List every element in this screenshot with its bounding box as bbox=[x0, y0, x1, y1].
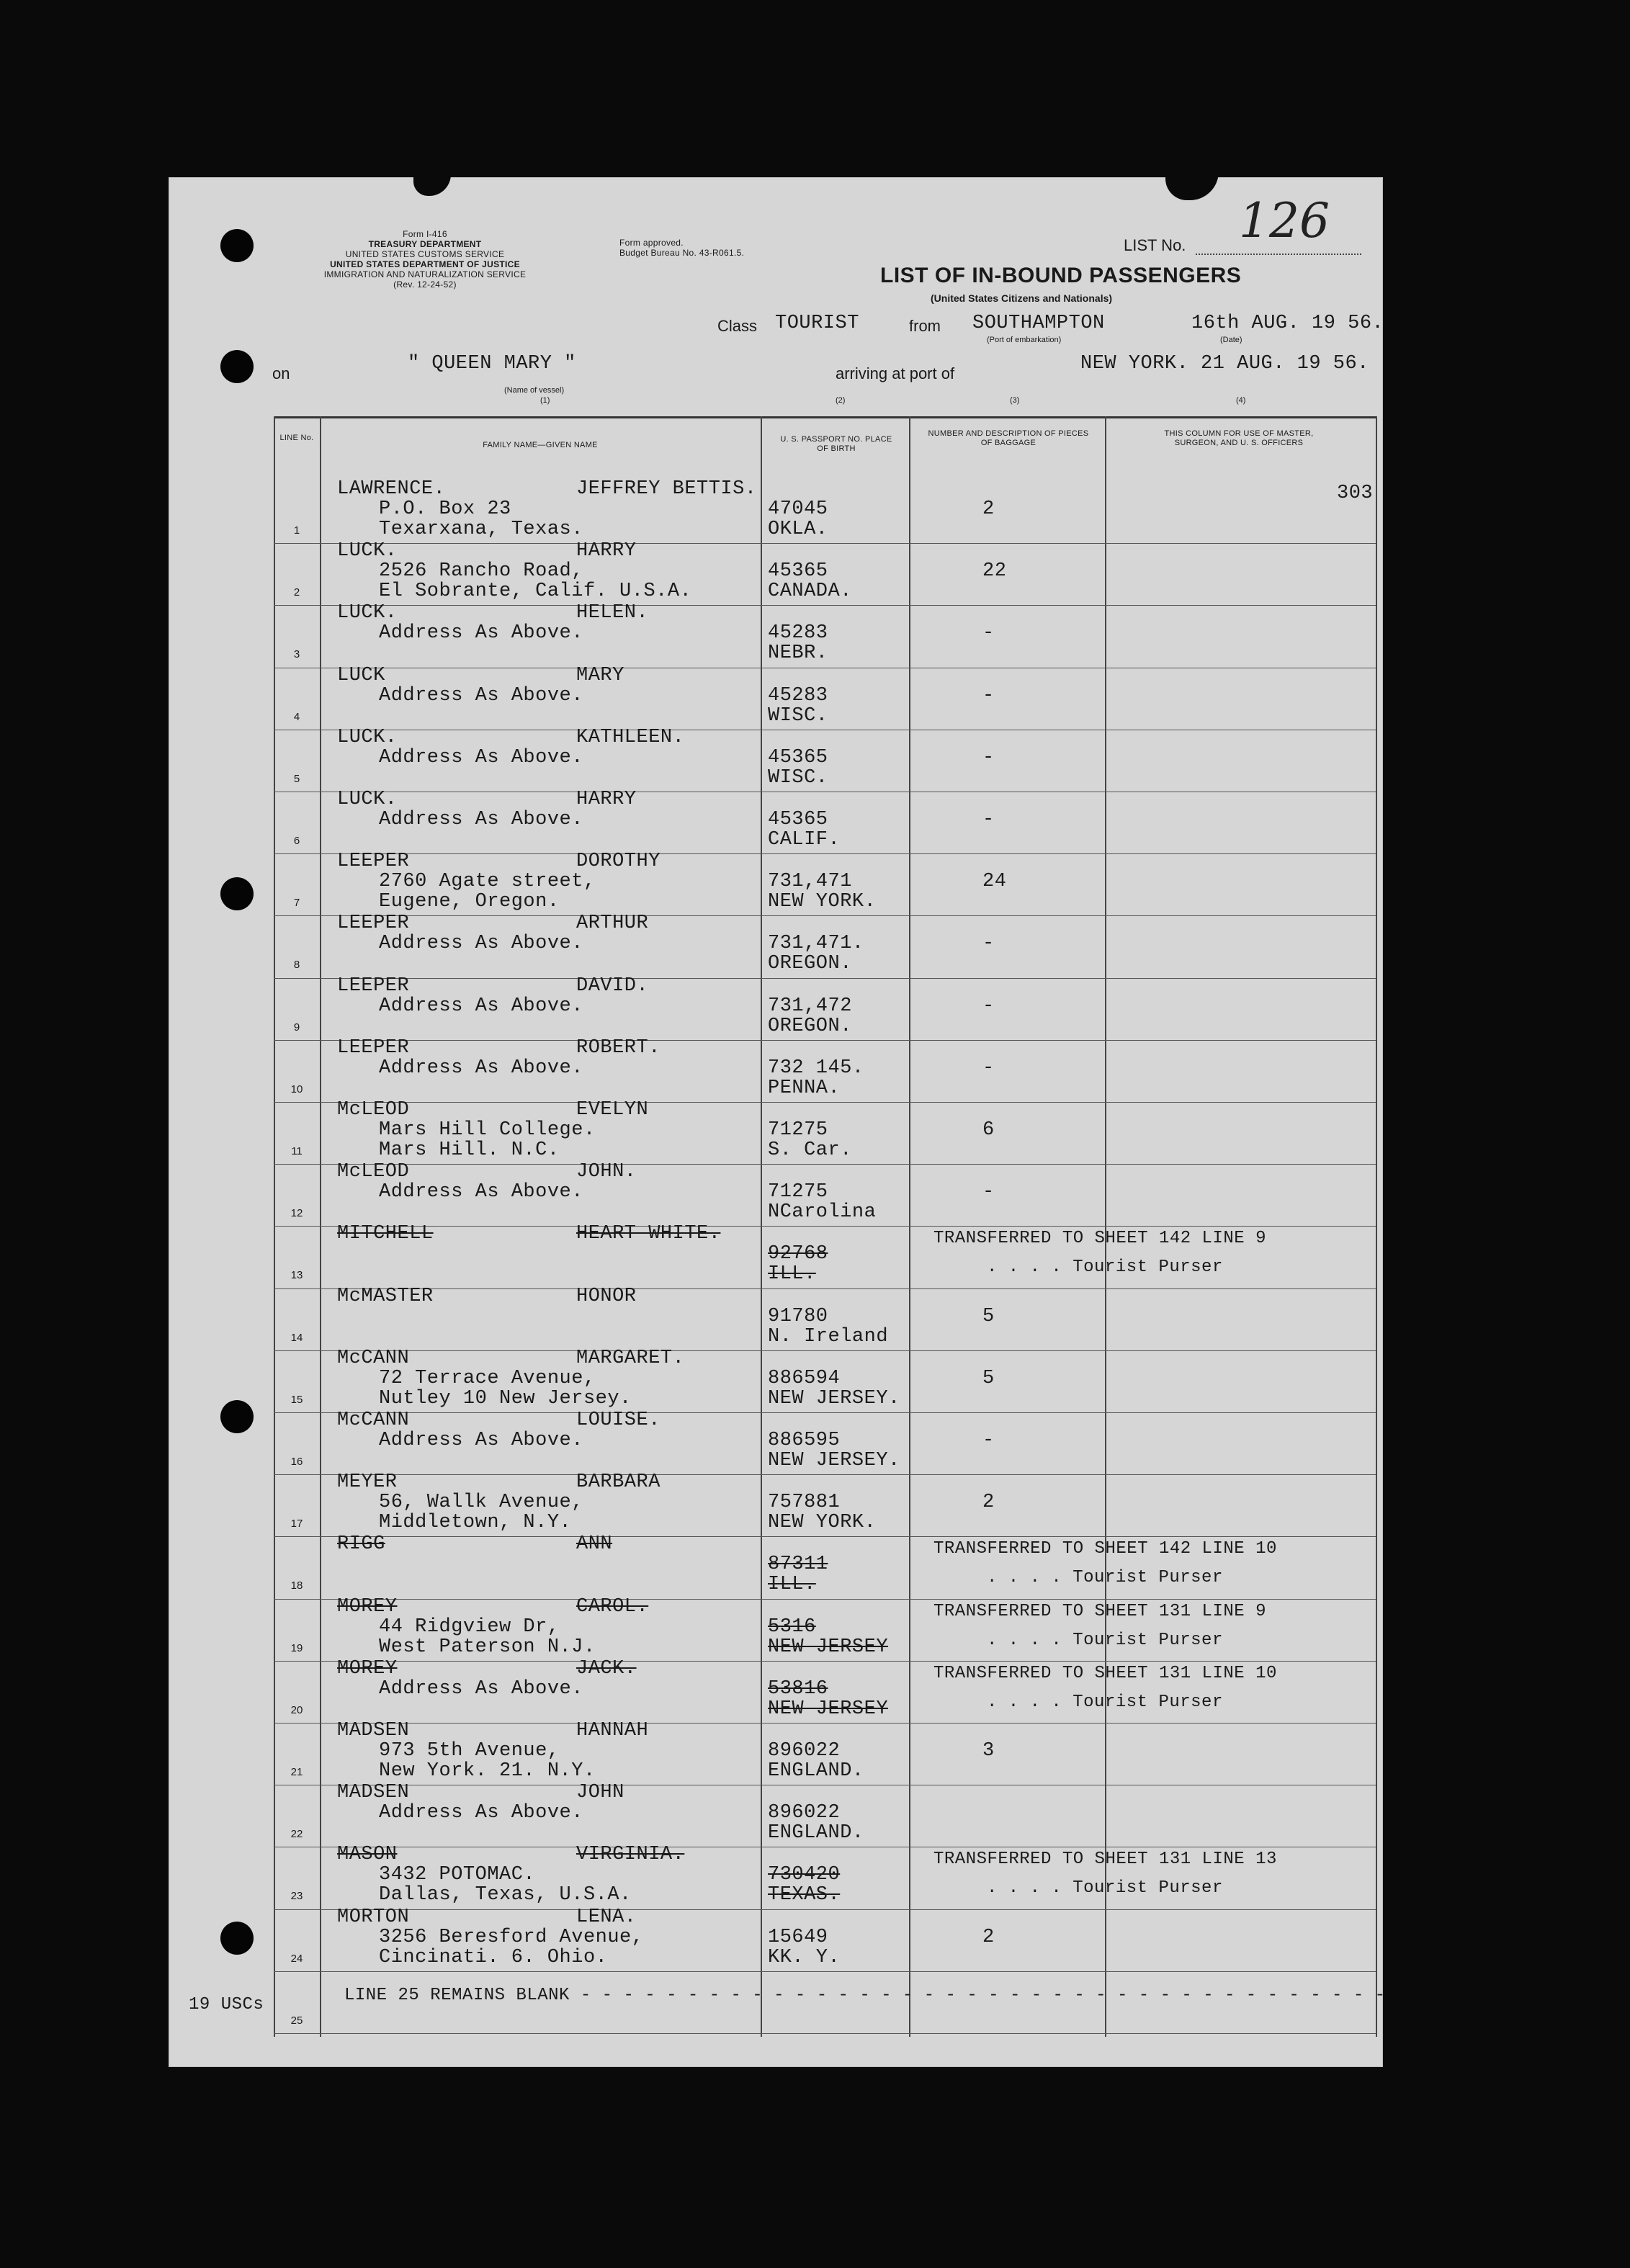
given-name: HONOR bbox=[576, 1285, 637, 1307]
col-num-3: (3) bbox=[1010, 396, 1020, 405]
baggage-count: 3 bbox=[982, 1740, 995, 1762]
family-name: LEEPER bbox=[337, 1036, 410, 1059]
passport-number: 896022 bbox=[768, 1740, 841, 1762]
passport-number: 45283 bbox=[768, 684, 828, 707]
line-number: 7 bbox=[293, 897, 300, 910]
remark: 303 bbox=[1337, 483, 1374, 504]
col-header-line: LINE No. bbox=[279, 434, 314, 442]
passport-number: 87311 bbox=[768, 1554, 828, 1576]
address-line-2: New York. 21. N.Y. bbox=[379, 1760, 596, 1782]
address-line-1: 72 Terrace Avenue, bbox=[379, 1367, 596, 1389]
baggage-count: - bbox=[982, 933, 995, 955]
place-of-birth: NEW JERSEY bbox=[768, 1698, 889, 1720]
baggage-count: 5 bbox=[982, 1305, 995, 1327]
form-number: Form I-416 bbox=[403, 229, 447, 239]
family-name: RIGG bbox=[337, 1533, 385, 1556]
col-header-officers: THIS COLUMN FOR USE OF MASTER, SURGEON, AND U. S. OFFICERS bbox=[1164, 429, 1314, 447]
given-name: HANNAH bbox=[576, 1720, 649, 1742]
punch-hole bbox=[220, 1922, 254, 1955]
given-name: CAROL. bbox=[576, 1595, 649, 1618]
address-line-1: Address As Above. bbox=[379, 995, 583, 1017]
line-number: 6 bbox=[293, 835, 300, 847]
baggage-count: 5 bbox=[982, 1367, 995, 1389]
passport-number: 731,471 bbox=[768, 871, 852, 893]
list-no-value: 126 bbox=[1239, 193, 1330, 248]
purser-note: . . . . Tourist Purser bbox=[987, 1568, 1223, 1588]
place-of-birth: OREGON. bbox=[768, 953, 852, 975]
family-name: LAWRENCE. bbox=[337, 478, 446, 500]
passport-number: 71275 bbox=[768, 1181, 828, 1204]
place-of-birth: NEW JERSEY bbox=[768, 1636, 889, 1658]
place-of-birth: PENNA. bbox=[768, 1077, 841, 1099]
family-name: LUCK. bbox=[337, 726, 398, 748]
place-of-birth: ILL. bbox=[768, 1263, 816, 1286]
arrival-value: NEW YORK. 21 AUG. 19 56. bbox=[1080, 353, 1369, 375]
place-of-birth: OREGON. bbox=[768, 1015, 852, 1037]
row-divider bbox=[274, 1164, 1376, 1165]
date-caption: (Date) bbox=[1220, 336, 1242, 344]
baggage-count: - bbox=[982, 1181, 995, 1204]
place-of-birth: CALIF. bbox=[768, 829, 841, 851]
family-name: MOREY bbox=[337, 1595, 398, 1618]
list-no-line bbox=[1196, 254, 1361, 255]
transfer-note: TRANSFERRED TO SHEET 131 LINE 13 bbox=[933, 1850, 1277, 1870]
line-number: 1 bbox=[293, 524, 300, 537]
place-of-birth: NEW YORK. bbox=[768, 1512, 877, 1534]
family-name: LEEPER bbox=[337, 913, 410, 935]
given-name: ROBERT. bbox=[576, 1036, 660, 1059]
family-name: MADSEN bbox=[337, 1782, 410, 1804]
on-label: on bbox=[272, 364, 290, 382]
passport-number: 5316 bbox=[768, 1615, 816, 1638]
vessel-value: " QUEEN MARY " bbox=[408, 353, 576, 375]
punch-hole bbox=[220, 229, 254, 262]
line-number: 4 bbox=[293, 710, 300, 723]
family-name: McLEOD bbox=[337, 1099, 410, 1121]
place-of-birth: WISC. bbox=[768, 704, 828, 727]
address-line-2: Texarxana, Texas. bbox=[379, 519, 583, 540]
transfer-note: TRANSFERRED TO SHEET 131 LINE 10 bbox=[933, 1663, 1277, 1683]
row-divider bbox=[274, 605, 1376, 606]
family-name: LUCK. bbox=[337, 789, 398, 810]
service-name-2: IMMIGRATION AND NATURALIZATION SERVICE bbox=[323, 269, 527, 279]
place-of-birth: NEW YORK. bbox=[768, 891, 877, 913]
line-number: 9 bbox=[293, 1021, 300, 1034]
baggage-count: 2 bbox=[982, 1926, 995, 1948]
transfer-note: TRANSFERRED TO SHEET 131 LINE 9 bbox=[933, 1601, 1266, 1621]
address-line-1: 2526 Rancho Road, bbox=[379, 560, 583, 583]
row-divider bbox=[274, 543, 1376, 544]
given-name: LOUISE. bbox=[576, 1409, 660, 1431]
budget-line: Budget Bureau No. 43-R061.5. bbox=[619, 248, 745, 258]
family-name: LUCK. bbox=[337, 540, 398, 562]
purser-note: . . . . Tourist Purser bbox=[987, 1878, 1223, 1899]
address-line-1: P.O. Box 23 bbox=[379, 498, 511, 520]
approval-line: Form approved. bbox=[619, 238, 684, 248]
family-name: MASON bbox=[337, 1844, 398, 1866]
revision: (Rev. 12-24-52) bbox=[393, 279, 457, 290]
family-name: LEEPER bbox=[337, 974, 410, 997]
class-label: Class bbox=[717, 317, 758, 335]
row-divider bbox=[274, 1971, 1376, 1972]
given-name: VIRGINIA. bbox=[576, 1844, 685, 1866]
address-line-2: Mars Hill. N.C. bbox=[379, 1139, 560, 1161]
family-name: McCANN bbox=[337, 1347, 410, 1369]
place-of-birth: ILL. bbox=[768, 1574, 816, 1596]
address-line-1: 3256 Beresford Avenue, bbox=[379, 1926, 644, 1948]
col-num-4: (4) bbox=[1236, 396, 1246, 405]
passport-number: 45365 bbox=[768, 560, 828, 583]
place-of-birth: KK. Y. bbox=[768, 1946, 841, 1968]
col-header-passport: U. S. PASSPORT NO. PLACE OF BIRTH bbox=[780, 435, 892, 453]
transfer-note: TRANSFERRED TO SHEET 142 LINE 9 bbox=[933, 1229, 1266, 1249]
given-name: JOHN bbox=[576, 1782, 624, 1804]
line-number: 19 bbox=[290, 1641, 303, 1654]
passport-number: 92768 bbox=[768, 1243, 828, 1265]
passport-number: 757881 bbox=[768, 1492, 841, 1514]
blank-line-note: LINE 25 REMAINS BLANK - - - - - - - - - - - - - - - - - - - - - - - - - - - - - - - - - - - - - - bbox=[344, 1985, 1386, 2005]
dept-name: TREASURY DEPARTMENT bbox=[368, 239, 482, 249]
passport-number: 45365 bbox=[768, 746, 828, 768]
row-divider bbox=[274, 1661, 1376, 1662]
address-line-1: Mars Hill College. bbox=[379, 1119, 596, 1141]
col-num-2: (2) bbox=[836, 396, 846, 405]
punch-hole bbox=[220, 350, 254, 383]
family-name: MEYER bbox=[337, 1471, 398, 1494]
place-of-birth: WISC. bbox=[768, 766, 828, 789]
from-label: from bbox=[909, 317, 941, 335]
line-number: 22 bbox=[290, 1828, 303, 1841]
col-header-baggage: NUMBER AND DESCRIPTION OF PIECES OF BAGGAGE bbox=[928, 429, 1089, 447]
given-name: DOROTHY bbox=[576, 851, 660, 873]
baggage-count: - bbox=[982, 684, 995, 707]
place-of-birth: OKLA. bbox=[768, 519, 828, 540]
address-line-1: 44 Ridgview Dr, bbox=[379, 1615, 560, 1638]
baggage-count: 2 bbox=[982, 1492, 995, 1514]
baggage-count: 24 bbox=[982, 871, 1007, 893]
address-line-1: Address As Above. bbox=[379, 746, 583, 768]
row-divider bbox=[274, 1288, 1376, 1289]
address-line-2: Middletown, N.Y. bbox=[379, 1512, 572, 1534]
line-number: 20 bbox=[290, 1703, 303, 1716]
place-of-birth: NEW JERSEY. bbox=[768, 1450, 900, 1471]
given-name: BARBARA bbox=[576, 1471, 660, 1494]
purser-note: . . . . Tourist Purser bbox=[987, 1630, 1223, 1650]
given-name: DAVID. bbox=[576, 974, 649, 997]
family-name: MOREY bbox=[337, 1657, 398, 1680]
vessel-caption: (Name of vessel) bbox=[504, 386, 565, 395]
address-line-1: Address As Above. bbox=[379, 1430, 583, 1451]
row-divider bbox=[274, 915, 1376, 916]
line-number: 23 bbox=[290, 1890, 303, 1903]
family-name: LEEPER bbox=[337, 851, 410, 873]
line-number: 16 bbox=[290, 1456, 303, 1468]
address-line-2: Dallas, Texas, U.S.A. bbox=[379, 1884, 632, 1906]
family-name: McLEOD bbox=[337, 1161, 410, 1183]
given-name: JOHN. bbox=[576, 1161, 637, 1183]
address-line-1: Address As Above. bbox=[379, 1057, 583, 1079]
place-of-birth: CANADA. bbox=[768, 581, 852, 603]
given-name: JEFFREY BETTIS. bbox=[576, 478, 757, 500]
row-divider bbox=[274, 1723, 1376, 1724]
row-divider bbox=[274, 978, 1376, 979]
form-block bbox=[267, 229, 583, 290]
place-of-birth: TEXAS. bbox=[768, 1884, 841, 1906]
place-of-birth: N. Ireland bbox=[768, 1325, 889, 1348]
line-number: 10 bbox=[290, 1083, 303, 1095]
address-line-1: Address As Above. bbox=[379, 1677, 583, 1700]
line-number: 14 bbox=[290, 1331, 303, 1344]
given-name: LENA. bbox=[576, 1906, 637, 1928]
passport-number: 732 145. bbox=[768, 1057, 864, 1079]
address-line-1: Address As Above. bbox=[379, 684, 583, 707]
row-divider bbox=[274, 1412, 1376, 1413]
row-divider bbox=[274, 2033, 1376, 2034]
table-top-border bbox=[274, 416, 1376, 418]
baggage-count: 2 bbox=[982, 498, 995, 520]
family-name: MITCHELL bbox=[337, 1223, 434, 1245]
row-divider bbox=[274, 1599, 1376, 1600]
family-name: McCANN bbox=[337, 1409, 410, 1431]
dept-name-2: UNITED STATES DEPARTMENT OF JUSTICE bbox=[330, 259, 520, 269]
baggage-count: 22 bbox=[982, 560, 1007, 583]
baggage-count: - bbox=[982, 1057, 995, 1079]
line-number: 25 bbox=[290, 2014, 303, 2027]
baggage-count: - bbox=[982, 622, 995, 645]
address-line-2: El Sobrante, Calif. U.S.A. bbox=[379, 581, 692, 603]
passport-number: 45283 bbox=[768, 622, 828, 645]
given-name: HARRY bbox=[576, 789, 637, 810]
line-number: 5 bbox=[293, 772, 300, 785]
baggage-count: - bbox=[982, 746, 995, 768]
passport-number: 71275 bbox=[768, 1119, 828, 1141]
transfer-note: TRANSFERRED TO SHEET 142 LINE 10 bbox=[933, 1539, 1277, 1559]
given-name: EVELYN bbox=[576, 1099, 649, 1121]
line-number: 2 bbox=[293, 586, 300, 599]
address-line-1: 973 5th Avenue, bbox=[379, 1740, 560, 1762]
purser-note: . . . . Tourist Purser bbox=[987, 1692, 1223, 1712]
place-of-birth: S. Car. bbox=[768, 1139, 852, 1161]
baggage-count: - bbox=[982, 995, 995, 1017]
passport-number: 53816 bbox=[768, 1677, 828, 1700]
port-value: SOUTHAMPTON bbox=[972, 313, 1105, 334]
page-title: LIST OF IN-BOUND PASSENGERS bbox=[880, 264, 1242, 287]
service-name: UNITED STATES CUSTOMS SERVICE bbox=[345, 249, 505, 259]
passport-number: 886595 bbox=[768, 1430, 841, 1451]
address-line-2: Cincinati. 6. Ohio. bbox=[379, 1946, 608, 1968]
row-divider bbox=[274, 1536, 1376, 1537]
vessel-caption-num: (1) bbox=[540, 396, 550, 405]
passport-number: 91780 bbox=[768, 1305, 828, 1327]
passport-number: 15649 bbox=[768, 1926, 828, 1948]
passport-number: 731,472 bbox=[768, 995, 852, 1017]
address-line-1: 2760 Agate street, bbox=[379, 871, 596, 893]
arriving-label: arriving at port of bbox=[836, 364, 955, 382]
line-number: 13 bbox=[290, 1269, 303, 1282]
family-name: MADSEN bbox=[337, 1720, 410, 1742]
approval-block bbox=[619, 238, 807, 258]
given-name: ANN bbox=[576, 1533, 613, 1556]
passport-number: 886594 bbox=[768, 1367, 841, 1389]
col-divider bbox=[1376, 416, 1377, 2037]
given-name: JACK. bbox=[576, 1657, 637, 1680]
address-line-2: West Paterson N.J. bbox=[379, 1636, 596, 1658]
line-number: 8 bbox=[293, 959, 300, 972]
punch-hole bbox=[220, 877, 254, 910]
given-name: HEART WHITE. bbox=[576, 1223, 721, 1245]
address-line-1: Address As Above. bbox=[379, 809, 583, 830]
punch-hole bbox=[220, 1400, 254, 1433]
given-name: ARTHUR bbox=[576, 913, 649, 935]
date-value: 16th AUG. 19 56. bbox=[1191, 313, 1384, 334]
given-name: HARRY bbox=[576, 540, 637, 562]
row-divider bbox=[274, 1102, 1376, 1103]
address-line-1: Address As Above. bbox=[379, 933, 583, 955]
place-of-birth: NEW JERSEY. bbox=[768, 1387, 900, 1409]
given-name: MARY bbox=[576, 664, 624, 686]
line-number: 21 bbox=[290, 1766, 303, 1778]
baggage-count: - bbox=[982, 1430, 995, 1451]
place-of-birth: NEBR. bbox=[768, 642, 828, 665]
place-of-birth: NCarolina bbox=[768, 1201, 877, 1224]
port-caption: (Port of embarkation) bbox=[987, 336, 1062, 344]
given-name: KATHLEEN. bbox=[576, 726, 685, 748]
row-divider bbox=[274, 1909, 1376, 1910]
passport-number: 730420 bbox=[768, 1864, 841, 1886]
address-line-1: Address As Above. bbox=[379, 1181, 583, 1204]
family-name: McMASTER bbox=[337, 1285, 434, 1307]
baggage-count: - bbox=[982, 809, 995, 830]
given-name: MARGARET. bbox=[576, 1347, 685, 1369]
given-name: HELEN. bbox=[576, 602, 649, 624]
line-number: 17 bbox=[290, 1518, 303, 1530]
family-name: LUCK. bbox=[337, 602, 398, 624]
col-header-name: FAMILY NAME—GIVEN NAME bbox=[483, 441, 598, 449]
baggage-count: 6 bbox=[982, 1119, 995, 1141]
row-divider bbox=[274, 1226, 1376, 1227]
list-no-label: LIST No. bbox=[1124, 236, 1186, 254]
class-value: TOURIST bbox=[775, 313, 859, 334]
passport-number: 45365 bbox=[768, 809, 828, 830]
row-divider bbox=[274, 1040, 1376, 1041]
row-divider bbox=[274, 853, 1376, 854]
family-name: LUCK bbox=[337, 664, 385, 686]
line-number: 18 bbox=[290, 1579, 303, 1592]
address-line-2: Nutley 10 New Jersey. bbox=[379, 1387, 632, 1409]
address-line-2: Eugene, Oregon. bbox=[379, 891, 560, 913]
line-number: 24 bbox=[290, 1952, 303, 1965]
purser-note: . . . . Tourist Purser bbox=[987, 1258, 1223, 1278]
line-number: 11 bbox=[291, 1145, 303, 1157]
family-name: MORTON bbox=[337, 1906, 410, 1928]
row-divider bbox=[274, 1350, 1376, 1351]
address-line-1: 56, Wallk Avenue, bbox=[379, 1492, 583, 1514]
address-line-1: Address As Above. bbox=[379, 1802, 583, 1824]
place-of-birth: ENGLAND. bbox=[768, 1822, 864, 1845]
passport-number: 896022 bbox=[768, 1802, 841, 1824]
line-number: 15 bbox=[290, 1393, 303, 1406]
passport-number: 731,471. bbox=[768, 933, 864, 955]
line-number: 12 bbox=[290, 1207, 303, 1220]
line-number: 3 bbox=[293, 648, 300, 661]
place-of-birth: ENGLAND. bbox=[768, 1760, 864, 1782]
address-line-1: 3432 POTOMAC. bbox=[379, 1864, 536, 1886]
row-divider bbox=[274, 1474, 1376, 1475]
passport-number: 47045 bbox=[768, 498, 828, 520]
page-subtitle: (United States Citizens and Nationals) bbox=[931, 292, 1113, 304]
address-line-1: Address As Above. bbox=[379, 622, 583, 645]
margin-note: 19 USCs bbox=[189, 1995, 264, 2014]
